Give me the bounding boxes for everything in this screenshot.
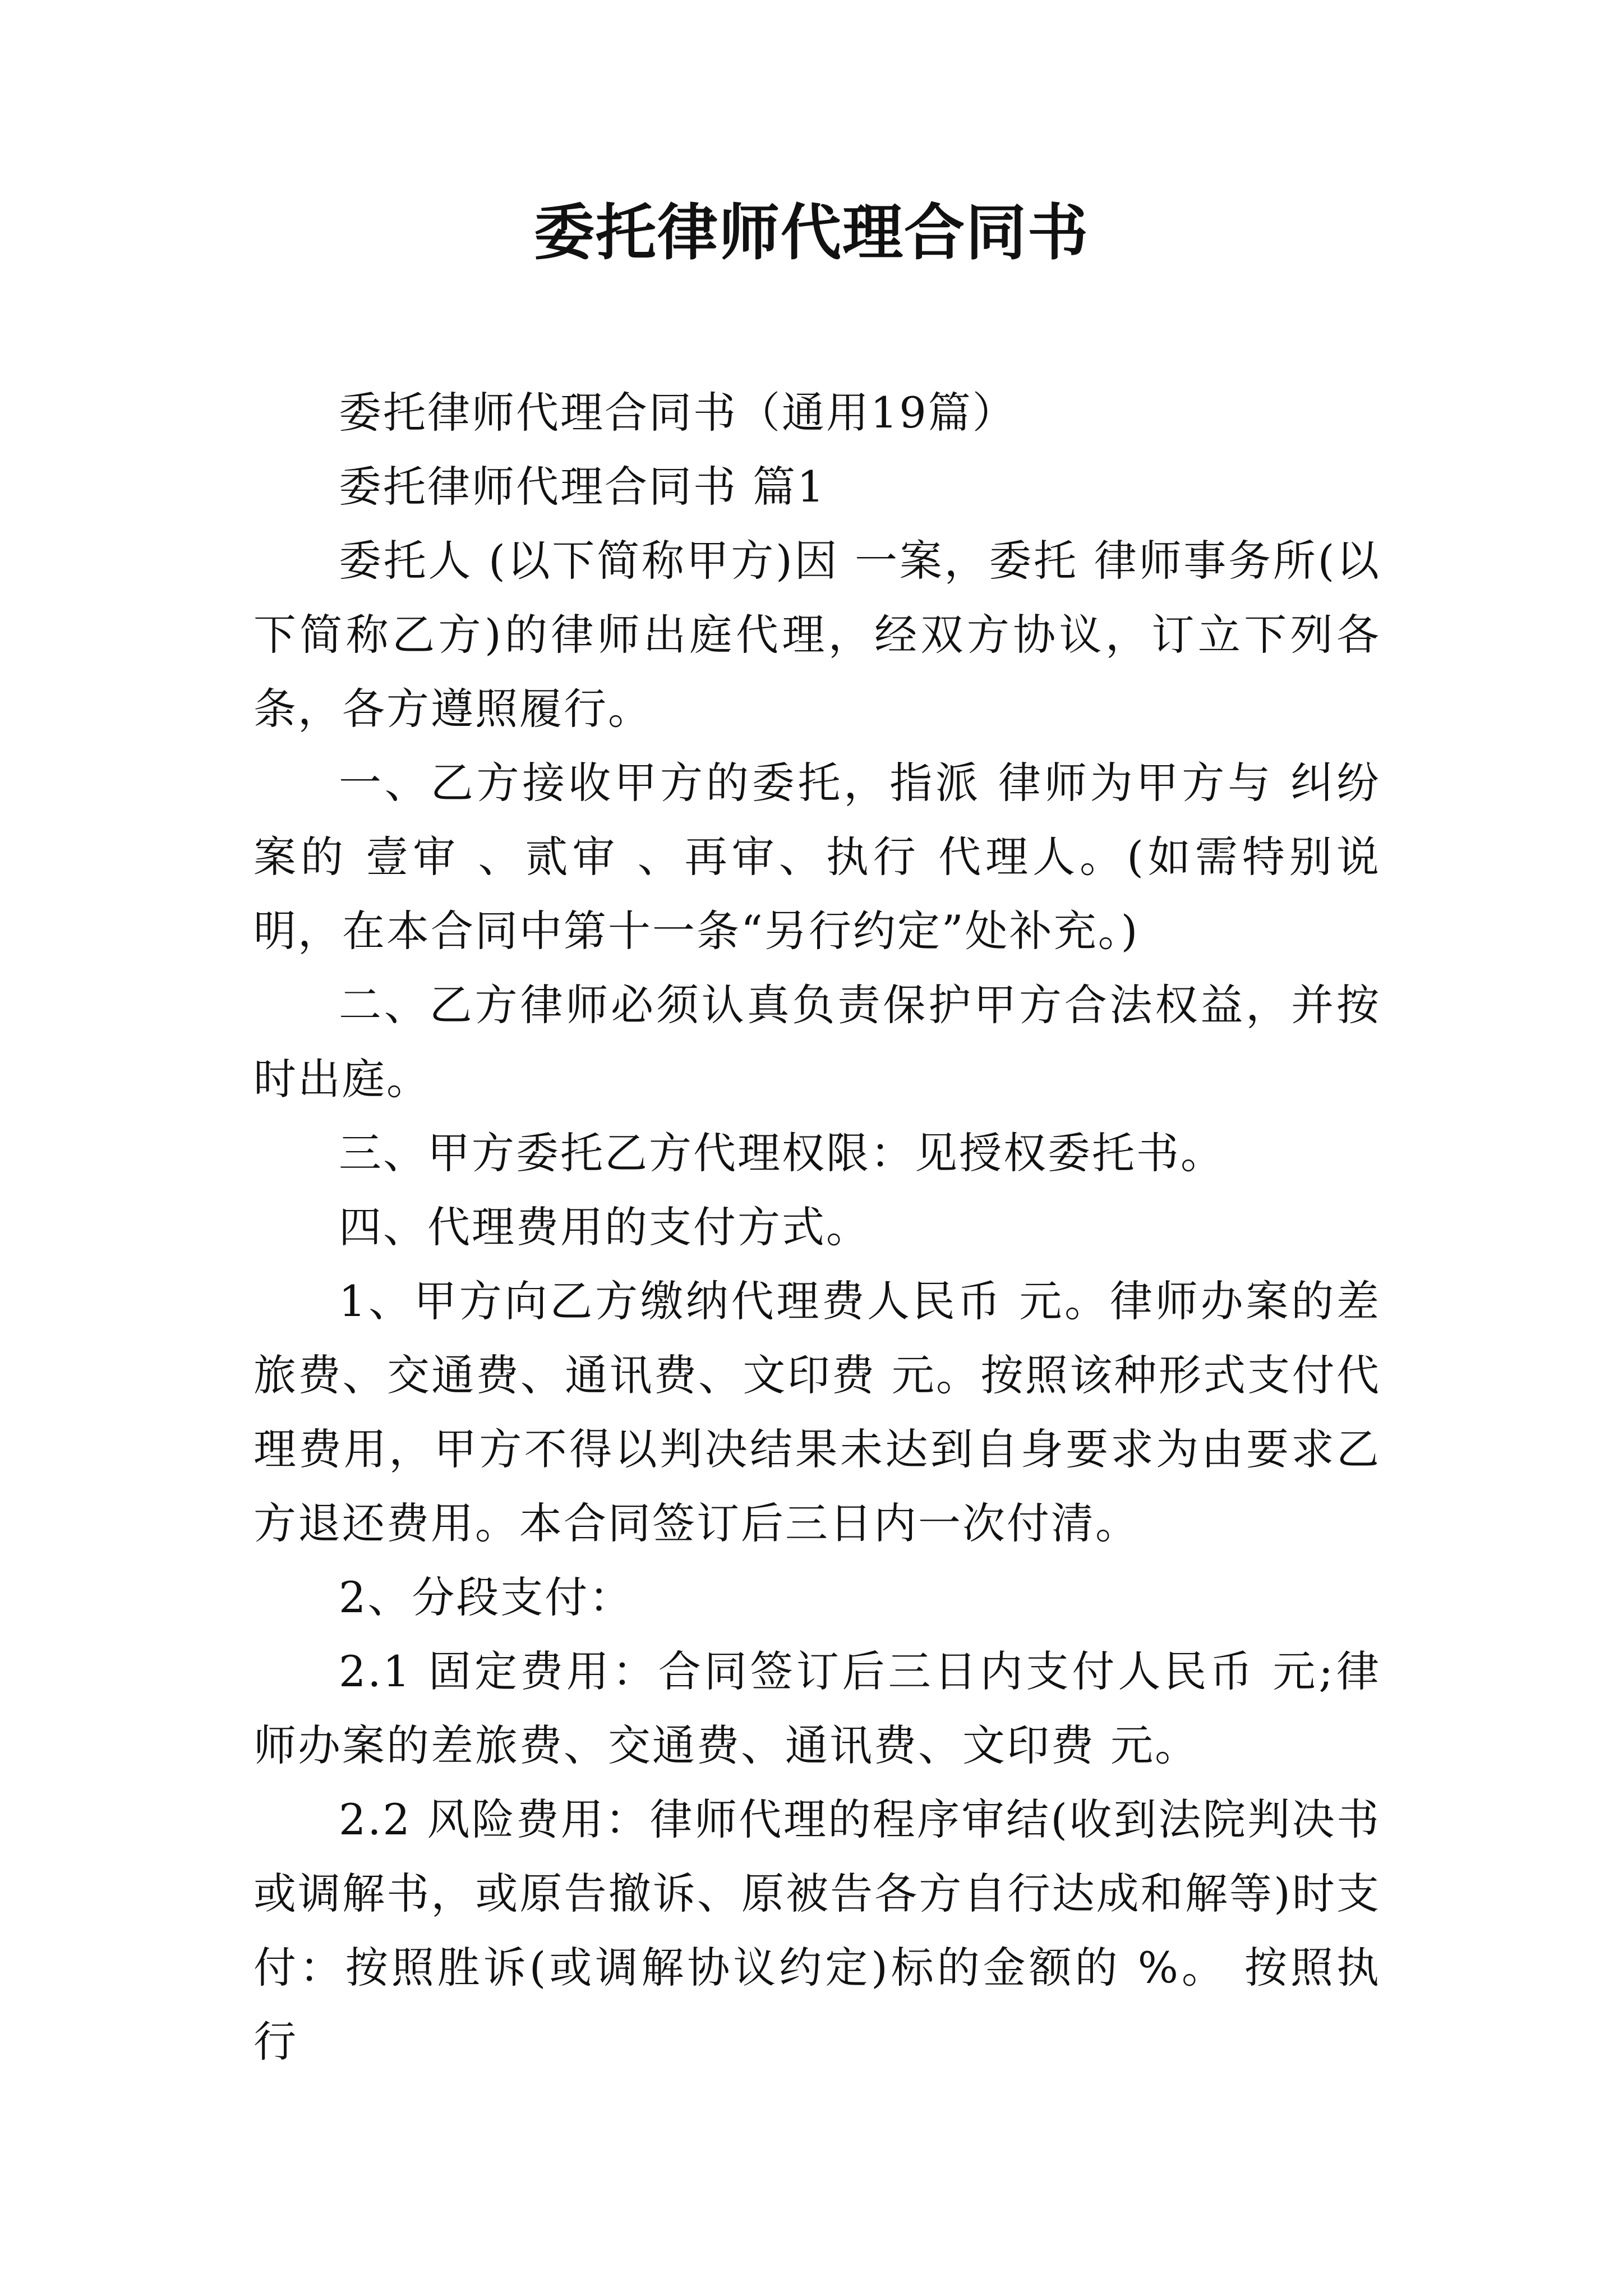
paragraph-clause-1: 一、乙方接收甲方的委托，指派 律师为甲方与 纠纷案的 壹审 、贰审 、再审、执行 代理人。(如需特别说明，在本合同中第十一条“另行约定”处补充。): [253, 758, 1381, 956]
document-title: 委托律师代理合同书: [533, 197, 1089, 268]
paragraph-clause-3: 三、甲方委托乙方代理权限：见授权委托书。: [339, 1128, 1225, 1178]
paragraph-clause-4: 四、代理费用的支付方式。: [339, 1202, 870, 1252]
paragraph-payment-2-2: 2.2 风险费用：律师代理的程序审结(收到法院判决书或调解书，或原告撤诉、原被告各方自行达成和解等)时支付：按照胜诉(或调解协议约定)标的金额的 %。 按照执行: [253, 1795, 1381, 2067]
document-body: [253, 376, 1381, 2079]
paragraph-section-heading: 委托律师代理合同书 篇1: [339, 462, 826, 512]
paragraph-preamble: 委托人 (以下简称甲方)因 一案，委托 律师事务所(以下简称乙方)的律师出庭代理，经双方协议，订立下列各条，各方遵照履行。: [253, 536, 1381, 734]
paragraph-subtitle: 委托律师代理合同书（通用19篇）: [339, 388, 1017, 438]
paragraph-clause-2: 二、乙方律师必须认真负责保护甲方合法权益，并按时出庭。: [253, 980, 1381, 1104]
paragraph-payment-2-1: 2.1 固定费用：合同签订后三日内支付人民币 元;律师办案的差旅费、交通费、通讯费、文印费 元。: [253, 1646, 1381, 1770]
paragraph-payment-2: 2、分段支付：: [339, 1572, 634, 1622]
paragraph-payment-1: 1、甲方向乙方缴纳代理费人民币 元。律师办案的差旅费、交通费、通讯费、文印费 元。按照该种形式支付代理费用，甲方不得以判决结果未达到自身要求为由要求乙方退还费用。本合同签订后三日内一次付清。: [253, 1276, 1381, 1548]
